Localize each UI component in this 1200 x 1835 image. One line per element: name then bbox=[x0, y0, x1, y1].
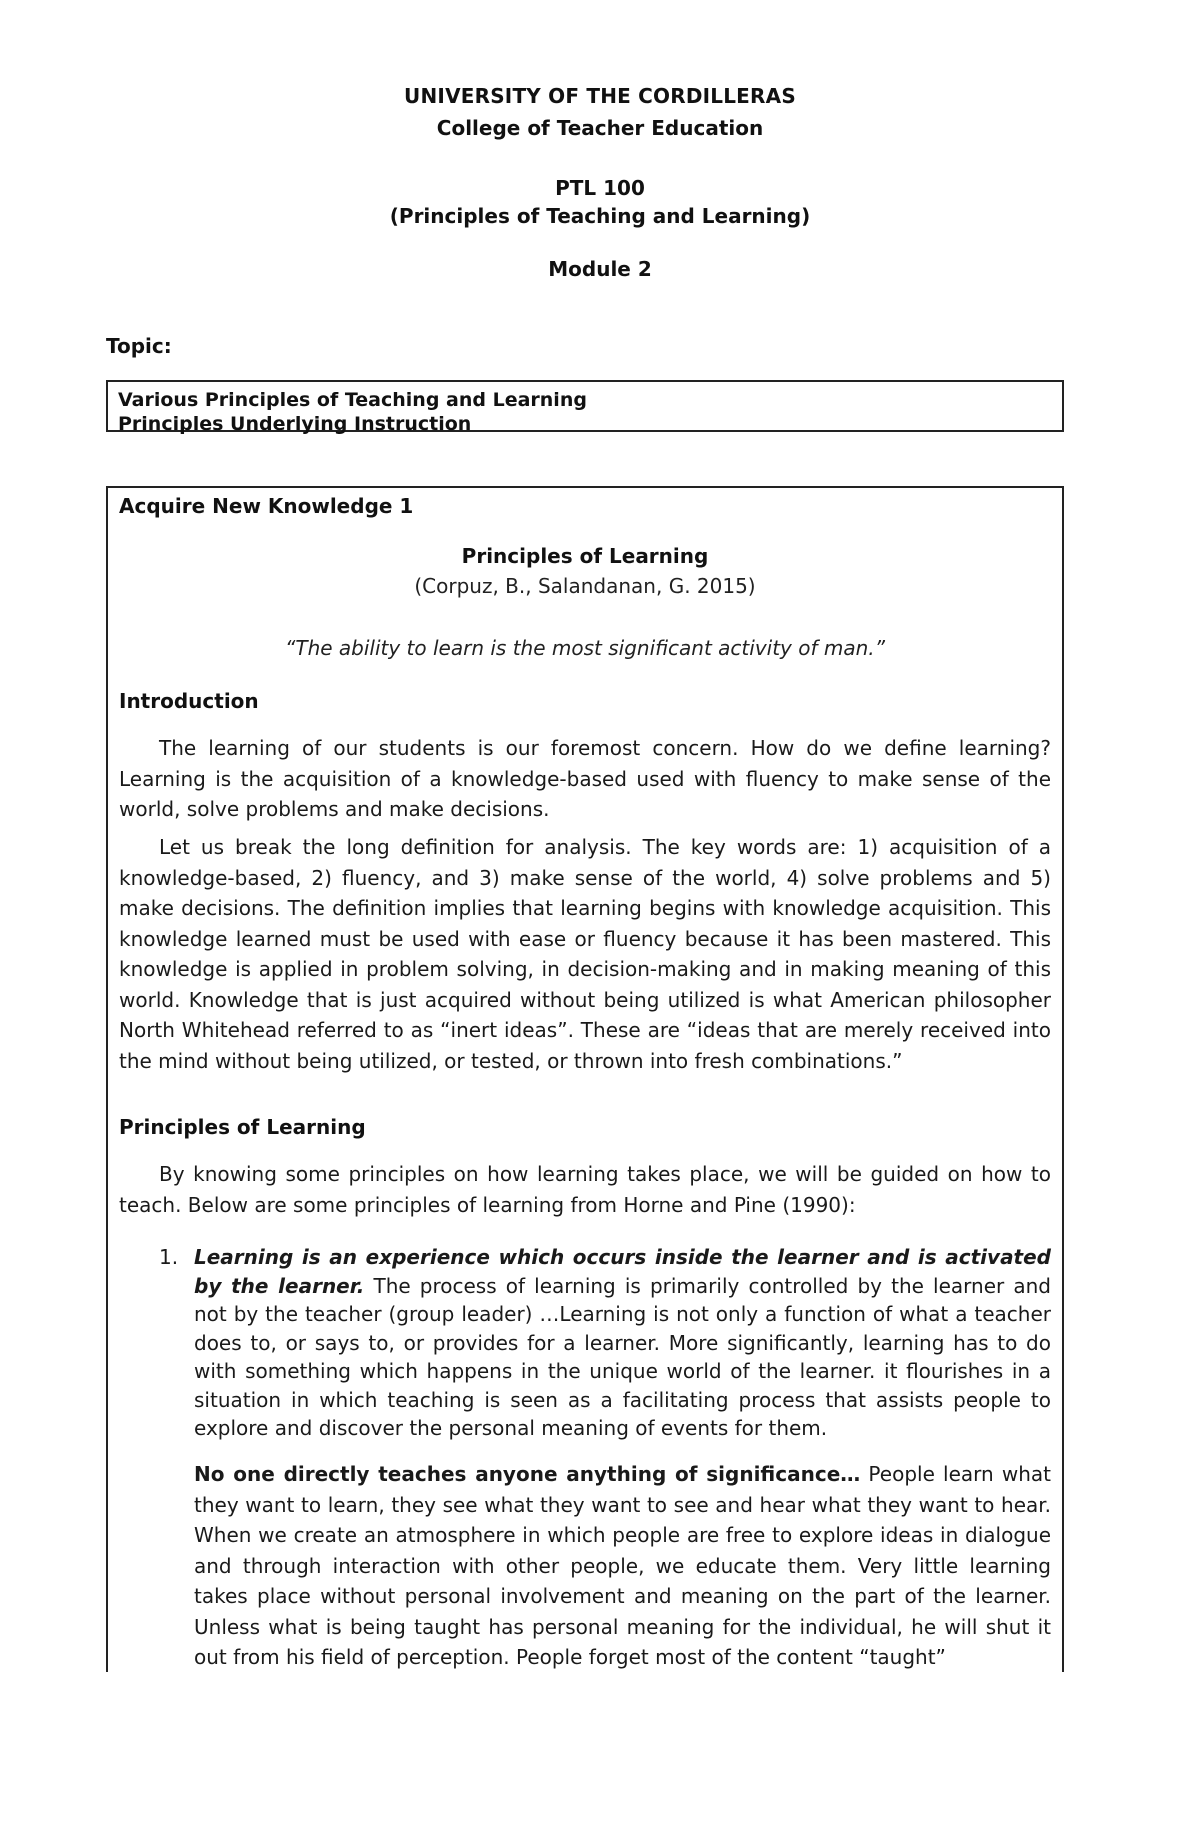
university-name: UNIVERSITY OF THE CORDILLERAS bbox=[404, 84, 796, 108]
intro-paragraph-1: The learning of our students is our foremost concern. How do we define learning? Learning is the acquisition of a knowledge-based used with fluency to make sense of the world, solve problems and make decisions. bbox=[119, 736, 1051, 821]
intro-paragraph-2: Let us break the long definition for analysis. The key words are: 1) acquisition of a knowledge-based, 2) fluency, and 3) make sense of the world, 4) solve problems and 5) make decisions. The definition implies that learning begins with knowledge acquisition. This knowledge learned must be used with ease or fluency because it has been mastered. This knowledge is applied in problem solving, in decision-making and in making meaning of this world. Knowledge that is just acquired without being utilized is what American philosopher North Whitehead referred to as “inert ideas”. These are “ideas that are merely received into the mind without being utilized, or tested, or thrown into fresh combinations.” bbox=[119, 835, 1051, 1073]
topic-label: Topic: bbox=[106, 334, 172, 358]
topic-box bbox=[106, 380, 1064, 435]
content-box bbox=[106, 486, 1064, 1672]
item-1b-text: People learn what they want to learn, they see what they want to see and hear what they want to hear. When we create an atmosphere in which people are free to explore ideas in dialogue and through interaction with other people, we educate them. Very little learning takes place without personal involvement and meaning on the part of the learner. Unless what is being taught has personal meaning for the individual, he will shut it out from his field of perception. People forget most of the content “taught” bbox=[194, 1462, 1052, 1669]
introduction-heading: Introduction bbox=[119, 689, 259, 713]
principle-item-1 bbox=[119, 1243, 1051, 1443]
item-number: 1. bbox=[159, 1245, 179, 1269]
item-1-bold: Learning is an experience which occurs inside the learner and is activated by the learner. bbox=[194, 1245, 1051, 1298]
section-subtitle: Principles of Learning bbox=[461, 544, 709, 568]
citation: (Corpuz, B., Salandanan, G. 2015) bbox=[414, 574, 756, 598]
college-name: College of Teacher Education bbox=[436, 116, 764, 140]
item-1b-bold: No one directly teaches anyone anything of significance… bbox=[194, 1462, 861, 1486]
item-1-text: The process of learning is primarily controlled by the learner and not by the teacher (group leader) …Learning is not only a function of what a teacher does to, or says to, or provides for a learner. More significantly, learning has to do with something which happens in the unique world of the learner. it flourishes in a situation in which teaching is seen as a facilitating process that assists people to explore and discover the personal meaning of events for them. bbox=[194, 1273, 1051, 1440]
course-code: PTL 100 bbox=[555, 176, 645, 200]
topic-line-2: Principles Underlying Instruction bbox=[118, 413, 472, 435]
topic-line-1: Various Principles of Teaching and Learning bbox=[118, 389, 587, 411]
quote: “The ability to learn is the most significant activity of man.” bbox=[284, 636, 886, 660]
principles-paragraph: By knowing some principles on how learning takes place, we will be guided on how to teach. Below are some principles of learning from Horne and Pine (1990): bbox=[119, 1162, 1051, 1217]
module-label: Module 2 bbox=[548, 257, 652, 281]
course-title: (Principles of Teaching and Learning) bbox=[389, 204, 811, 228]
section-title: Acquire New Knowledge 1 bbox=[119, 494, 414, 518]
principle-item-1-continued bbox=[194, 1459, 1051, 1672]
principles-heading: Principles of Learning bbox=[119, 1115, 366, 1139]
